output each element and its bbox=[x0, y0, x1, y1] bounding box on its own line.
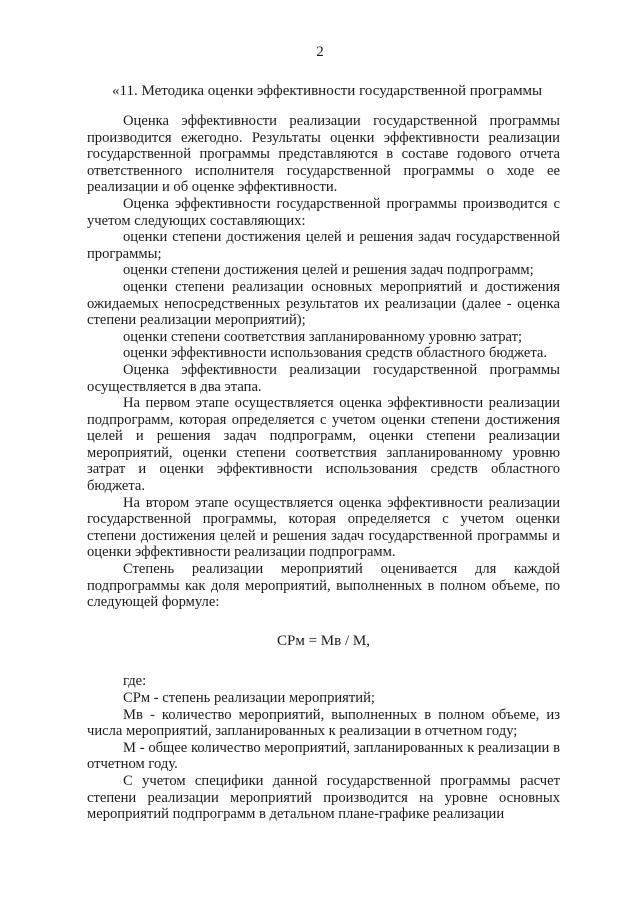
paragraph: На втором этапе осуществляется оценка эффективности реализации государственной программы, которая определяется с учетом оценки степени достижения целей и решения задач государственной программы и оценки эффективности реализации подпрограмм. bbox=[87, 494, 560, 561]
paragraph: Оценка эффективности государственной программы производится с учетом следующих составляющих: bbox=[87, 195, 560, 229]
list-item: оценки степени соответствия запланированному уровню затрат; bbox=[123, 328, 523, 345]
formula: СРм = Мв / М, bbox=[277, 632, 370, 649]
list-item: оценки степени достижения целей и решения задач подпрограмм; bbox=[123, 262, 534, 279]
definition: М - общее количество мероприятий, запланированных к реализации в отчетном году. bbox=[87, 739, 560, 773]
document-body bbox=[87, 113, 560, 823]
section-heading: «11. Методика оценки эффективности государственной программы bbox=[112, 83, 543, 99]
paragraph: Оценка эффективности реализации государственной программы осуществляется в два этапа. bbox=[87, 361, 560, 395]
list-item: оценки степени реализации основных мероприятий и достижения ожидаемых непосредственных результатов их реализации (далее - оценка степени реализации мероприятий); bbox=[87, 278, 560, 329]
where-label: где: bbox=[123, 673, 147, 690]
definition: Мв - количество мероприятий, выполненных в полном объеме, из числа мероприятий, запланированных к реализации в отчетном году; bbox=[87, 706, 560, 740]
paragraph: С учетом специфики данной государственной программы расчет степени реализации мероприятий производится на уровне основных мероприятий подпрограмм в детальном плане-графике реализации bbox=[87, 772, 560, 823]
list-item: оценки степени достижения целей и решения задач государственной программы; bbox=[87, 229, 560, 262]
definition: СРм - степень реализации мероприятий; bbox=[123, 690, 375, 706]
list-item: оценки эффективности использования средств областного бюджета. bbox=[123, 345, 548, 362]
paragraph: На первом этапе осуществляется оценка эффективности реализации подпрограмм, которая определяется с учетом оценки степени достижения целей и решения задач подпрограмм, оценки степени реализации мероприятий, оценки степени соответствия запланированному уровню затрат и оценки эффективности использования средств областного бюджета. bbox=[87, 395, 560, 495]
paragraph: Оценка эффективности реализации государственной программы производится ежегодно. Результаты оценки эффективности реализации государственной программы представляются в составе годового отчета ответственного исполнителя государственной программы о ходе ее реализации и об оценке эффективности. bbox=[87, 113, 560, 196]
paragraph: Степень реализации мероприятий оценивается для каждой подпрограммы как доля мероприятий, выполненных в полном объеме, по следующей формуле: bbox=[87, 561, 560, 611]
page-number: 2 bbox=[316, 44, 324, 60]
